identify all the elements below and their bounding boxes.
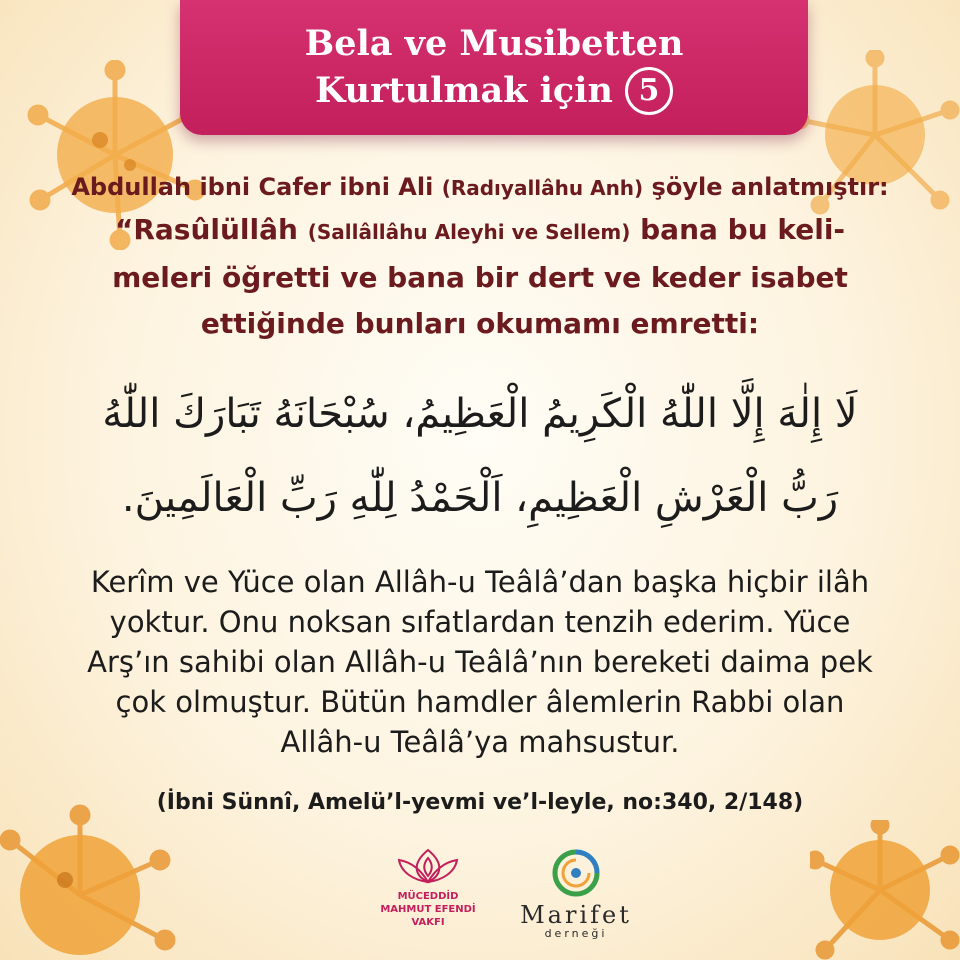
translation-line-1: Kerîm ve Yüce olan Allâh-u Teâlâ’dan başka hiçbir ilâh xyxy=(90,565,870,599)
virus-decoration-bottom-left xyxy=(0,800,180,960)
vakif-logo xyxy=(368,846,488,946)
virus-decoration-bottom-right xyxy=(810,820,960,960)
narration-intro xyxy=(20,168,940,347)
intro-line-3: meleri öğretti ve bana bir dert ve keder isabet xyxy=(112,261,848,294)
vakif-name-line-3: VAKFI xyxy=(411,917,445,928)
intro-line-4: ettiğinde bunları okumamı emretti: xyxy=(200,307,760,340)
translation-line-3: Arş’ın sahibi olan Allâh-u Teâlâ’nın bereketi daima pek xyxy=(87,645,873,679)
marifet-logo xyxy=(516,848,636,948)
arabic-line-2: رَبُّ الْعَرْشِ الْعَظِيمِ، اَلْحَمْدُ لِلّٰهِ رَبِّ الْعَالَمِينَ. xyxy=(121,475,839,521)
turkish-translation xyxy=(30,562,930,762)
intro-line-2 xyxy=(20,207,940,255)
translation-line-4: çok olmuştur. Bütün hamdler âlemlerin Rabbi olan xyxy=(115,685,845,719)
narration-verb: şöyle anlatmıştır: xyxy=(651,173,889,201)
marifet-subtitle: derneği xyxy=(544,927,608,940)
marifet-name: Marifet xyxy=(520,901,632,929)
narrator-name: Abdullah ibni Cafer ibni Ali xyxy=(71,173,434,201)
title-line-2 xyxy=(315,67,673,115)
title-banner xyxy=(180,0,808,135)
title-line-1: Bela ve Musibetten xyxy=(304,22,684,64)
translation-line-5: Allâh-u Teâlâ’ya mahsustur. xyxy=(280,725,680,759)
vakif-name-line-2: MAHMUT EFENDİ xyxy=(380,904,476,915)
lotus-emblem-icon xyxy=(393,846,463,886)
prophet-name: “Rasûlüllâh xyxy=(114,213,298,246)
marifet-ring-icon xyxy=(548,848,604,898)
arabic-line-1: لَا إِلٰهَ إِلَّا اللّٰهُ الْكَرِيمُ الْعَظِيمُ، سُبْحَانَهُ تَبَارَكَ اللّٰهُ xyxy=(102,391,858,437)
source-reference: (İbni Sünnî, Amelü’l-yevmi ve’l-leyle, no:340, 2/148) xyxy=(156,790,804,815)
intro-line-1 xyxy=(20,168,940,207)
vakif-name-line-1: MÜCEDDİD xyxy=(397,891,459,902)
translation-line-2: yoktur. Onu noksan sıfatlardan tenzih ederim. Yüce xyxy=(109,605,851,639)
arabic-prayer xyxy=(30,372,930,540)
prophet-honorific: (Sallâllâhu Aleyhi ve Sellem) xyxy=(307,220,631,244)
narrator-honorific: (Radıyallâhu Anh) xyxy=(441,176,644,200)
intro-line-2-end: bana bu keli- xyxy=(640,213,846,246)
number-badge: 5 xyxy=(625,67,673,115)
title-text: Kurtulmak için xyxy=(315,69,613,111)
